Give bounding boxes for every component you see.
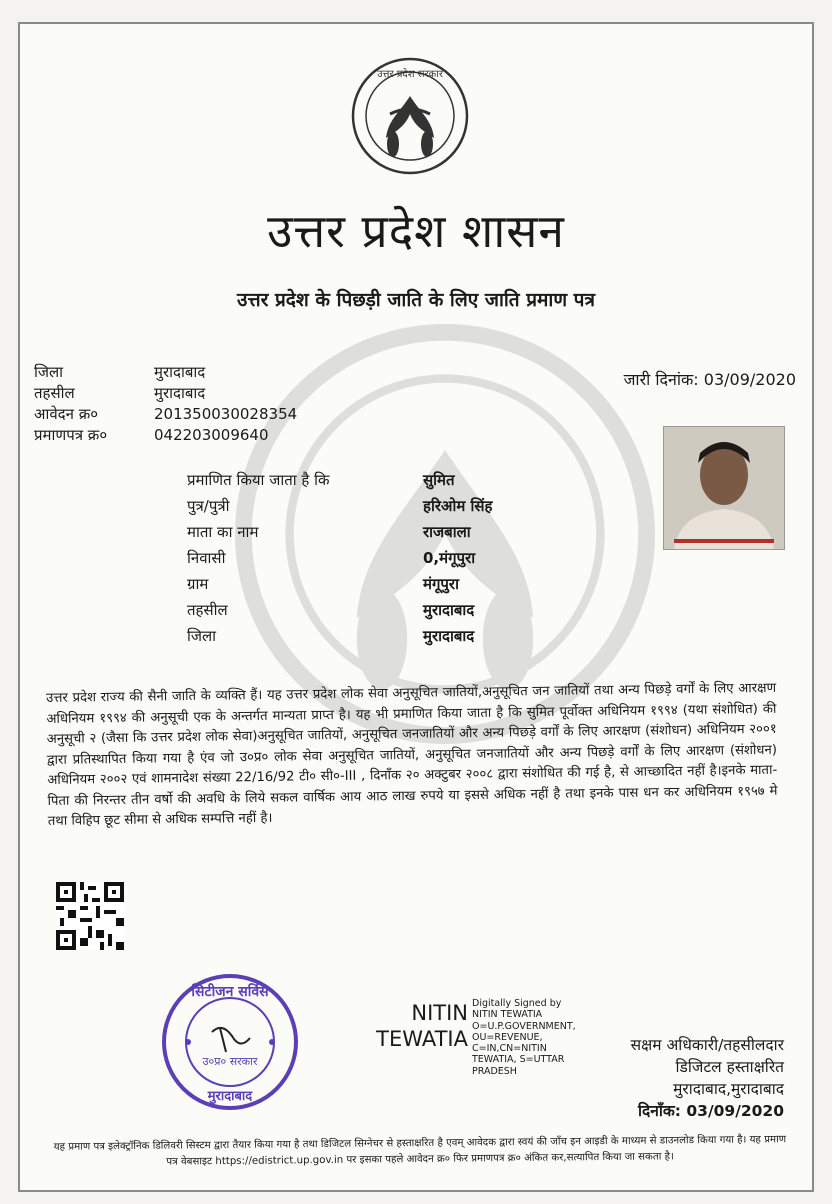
certification-paragraph: उत्तर प्रदेश राज्य की सैनी जाति के व्यक्ति हैं। यह उत्तर प्रदेश लोक सेवा अनुसूचित जातियों,अनुसूचित जन जातियों तथा अन्य पिछड़े वर्गों के लिए आरक्षण अधिनियम १९९४ की अनुसूची एक के अन्तर्गत मान्यता प्राप्त है। यह भी प्रमाणित किया जाता है कि सुमित पूर्वोक्त अधिनियम १९९४ (यथा संशोधित) की अनुसूची २ (जैसा कि उत्तर प्रदेश लोक सेवा)अनुसूचित जातियों, अनुसूचित जनजातियों और अन्य पिछड़े वर्गों के लिए आरक्षण (संशोधन) अधिनियम २००१ द्वारा प्रतिस्थापित किया गया है एंव जो उ०प्र० लोक सेवा अनुसूचित जातियों, अनुसूचित जनजातियों और अन्य पिछड़े वर्गों के लिए आरक्षण (संशोधन) अधिनियम २००२ एवं शामनादेश संख्या 22/16/92 टी० सी०-III , दिनाँक २० अक्टुबर २००८ द्वारा संशोधित की गई है, से आच्छादित नहीं है।इनके माता-पिता की निरन्तर तीन वर्षो की अवधि के लिये सकल वार्षिक आय आठ लाख रुपये या इससे अधिक नहीं है तथा इनके पास धन कर अधिनियम १९५७ मे तथा विहिप छूट सीमा से अधिक सम्पत्ति नहीं है। bbox=[46, 680, 778, 829]
detail-label: पुत्र/पुत्री bbox=[187, 497, 230, 515]
certificate-page bbox=[18, 22, 814, 1192]
detail-row bbox=[187, 522, 623, 548]
detail-row bbox=[187, 574, 623, 600]
detail-label: जिला bbox=[187, 627, 217, 645]
stamp-top-text: सिटीजन सर्विस bbox=[191, 984, 269, 1000]
detail-label: निवासी bbox=[187, 549, 226, 567]
certificate-subtitle: उत्तर प्रदेश के पिछड़ी जाति के लिए जाति प्रमाण पत्र bbox=[237, 289, 595, 311]
detail-value: मंगूपुरा bbox=[423, 575, 459, 593]
digital-signature-line: O=U.P.GOVERNMENT, bbox=[472, 1020, 576, 1032]
signer-name-line: NITIN bbox=[411, 1001, 468, 1025]
certificate-meta bbox=[34, 362, 374, 446]
stamp-bottom-text: मुरादाबाद bbox=[207, 1089, 253, 1104]
detail-value: मुरादाबाद bbox=[423, 627, 475, 645]
detail-label: प्रमाणित किया जाता है कि bbox=[187, 471, 330, 489]
detail-label: ग्राम bbox=[187, 575, 209, 593]
authority-place: मुरादाबाद,मुरादाबाद bbox=[673, 1080, 784, 1098]
application-number-label: आवेदन क्र० bbox=[34, 405, 99, 423]
details-list bbox=[187, 470, 623, 652]
digital-signature-line: NITIN TEWATIA bbox=[472, 1009, 543, 1021]
signer-name bbox=[358, 1000, 468, 1052]
authority-block bbox=[604, 1034, 784, 1122]
authority-date: दिनाँक: 03/09/2020 bbox=[638, 1102, 784, 1120]
authority-digital: डिजिटल हस्ताक्षरित bbox=[675, 1058, 784, 1076]
digital-signature-line: C=IN,CN=NITIN bbox=[472, 1043, 547, 1055]
detail-value: राजबाला bbox=[423, 523, 471, 541]
district-label: जिला bbox=[34, 363, 64, 381]
detail-row bbox=[187, 470, 623, 496]
applicant-photo bbox=[663, 426, 785, 550]
detail-value: 0,मंगूपुरा bbox=[423, 549, 476, 567]
detail-row bbox=[187, 626, 623, 652]
footer-note: यह प्रमाण पत्र इलेक्ट्रॉनिक डिलिवरी सिस्टम द्वारा तैयार किया गया है तथा डिजिटल सिग्नेचर से हस्ताक्षरित है एवम् आवेदक द्वारा स्वयं की जाँच इन आइडी के माध्यम से डाउनलोड किया गया है। यह प्रमाण पत्र वेबसाइट https://edistrict.up.gov.in पर इसका पहले आवेदन क्र० फिर प्रमाणपत्र क्र० अंकित कर,सत्यापित किया जा सकता है। bbox=[53, 1134, 787, 1168]
stamp-middle-text: उ०प्र० सरकार bbox=[202, 1055, 258, 1068]
tehsil-label: तहसील bbox=[34, 384, 75, 402]
application-number: 201350030028354 bbox=[154, 405, 298, 423]
detail-row bbox=[187, 600, 623, 626]
page-title: उत्तर प्रदेश शासन bbox=[267, 204, 565, 258]
tehsil-value: मुरादाबाद bbox=[154, 384, 206, 402]
detail-row bbox=[187, 496, 623, 522]
digital-signature-line: Digitally Signed by bbox=[472, 998, 562, 1009]
digital-signature-line: OU=REVENUE, bbox=[472, 1031, 543, 1043]
emblem-caption: उत्तर प्रदेश सरकार bbox=[377, 69, 443, 80]
certificate-number: 042203009640 bbox=[154, 426, 269, 444]
detail-label: तहसील bbox=[187, 601, 228, 619]
signer-name-line: TEWATIA bbox=[376, 1027, 468, 1051]
detail-value: हरिओम सिंह bbox=[423, 497, 493, 515]
district-value: मुरादाबाद bbox=[154, 363, 206, 381]
qr-code-icon[interactable] bbox=[56, 882, 124, 950]
digital-signature-line: TEWATIA, S=UTTAR bbox=[472, 1054, 565, 1066]
issue-date: जारी दिनांक: 03/09/2020 bbox=[623, 370, 796, 389]
detail-label: माता का नाम bbox=[187, 523, 259, 541]
certificate-number-label: प्रमाणपत्र क्र० bbox=[34, 426, 108, 444]
authority-title: सक्षम अधिकारी/तहसीलदार bbox=[630, 1036, 784, 1054]
digital-signature-block bbox=[472, 998, 612, 1077]
detail-value: मुरादाबाद bbox=[423, 601, 475, 619]
digital-signature-line: PRADESH bbox=[472, 1065, 517, 1077]
detail-value: सुमित bbox=[423, 471, 455, 489]
detail-row bbox=[187, 548, 623, 574]
